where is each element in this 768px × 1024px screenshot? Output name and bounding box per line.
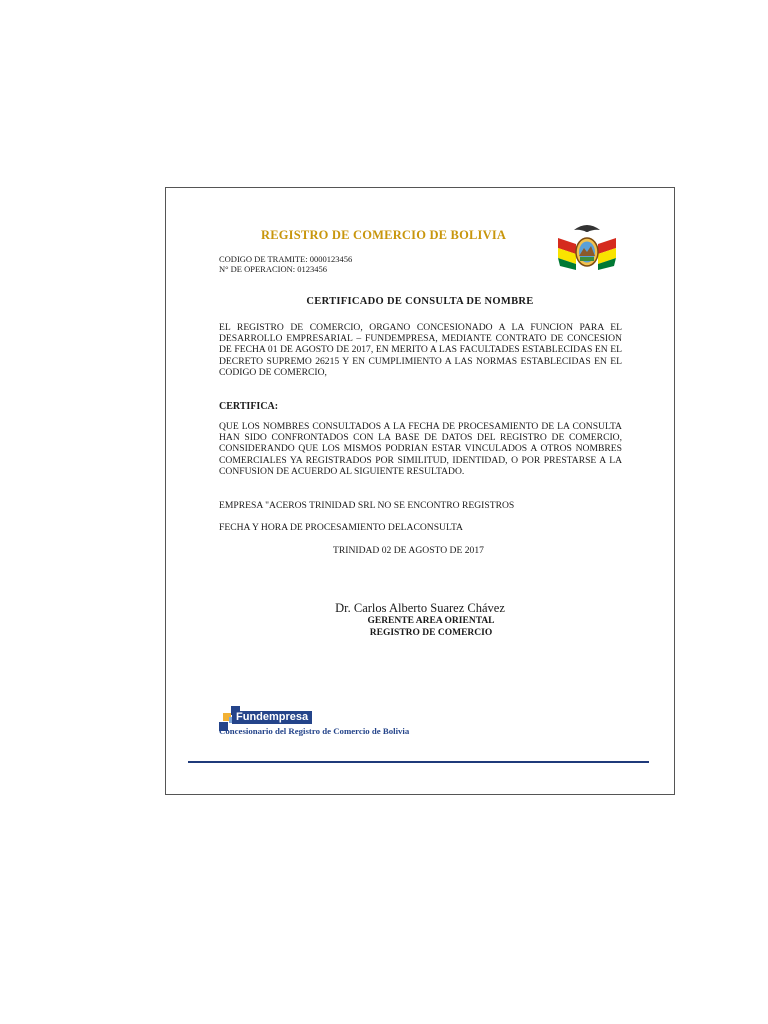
- processing-date-label: FECHA Y HORA DE PROCESAMIENTO DELACONSULTA: [219, 522, 463, 533]
- signer-role: GERENTE AREA ORIENTAL: [367, 616, 495, 626]
- certificate-page: [165, 187, 675, 795]
- signer-name: Dr. Carlos Alberto Suarez Chávez: [335, 601, 505, 615]
- fundempresa-logo-text: Fundempresa: [232, 711, 312, 724]
- bolivia-coat-of-arms-icon: [554, 220, 620, 274]
- body-paragraph: QUE LOS NOMBRES CONSULTADOS A LA FECHA DE PROCESAMIENTO DE LA CONSULTA HAN SIDO CONFRONTADOS CON LA BASE DE DATOS DEL REGISTRO DE COMERCIO, CONSIDERANDO QUE LOS MISMOS PODRIAN ESTAR VINCULADOS A OTROS NOMBRES COMERCIALES YA REGISTRADOS POR SIMILITUD, IDENTIDAD, O POR PRESTARSE A LA CONFUSION DE ACUERDO AL SIGUIENTE RESULTADO.: [219, 421, 622, 477]
- tramite-code: CODIGO DE TRAMITE: 0000123456: [219, 254, 353, 264]
- footer-divider: [188, 761, 649, 763]
- operation-number: N° DE OPERACION: 0123456: [219, 264, 327, 274]
- footer-concessionaire-text: Concesionario del Registro de Comercio de Bolivia: [219, 726, 410, 736]
- place-date: TRINIDAD 02 DE AGOSTO DE 2017: [333, 545, 484, 556]
- certificate-title: CERTIFICADO DE CONSULTA DE NOMBRE: [306, 296, 534, 307]
- signer-organization: REGISTRO DE COMERCIO: [369, 628, 493, 638]
- intro-paragraph: EL REGISTRO DE COMERCIO, ORGANO CONCESIONADO A LA FUNCION PARA EL DESARROLLO EMPRESARIAL – FUNDEMPRESA, MEDIANTE CONTRATO DE CONCESION DE FECHA 01 DE AGOSTO DE 2017, EN MERITO A LAS FACULTADES ESTABLECIDAS EN EL DECRETO SUPREMO 26215 Y EN CUMPLIMIENTO A LAS NORMAS ESTABLECIDAS EN EL CODIGO DE COMERCIO,: [219, 322, 622, 378]
- registry-title: REGISTRO DE COMERCIO DE BOLIVIA: [261, 228, 507, 242]
- company-result: EMPRESA "ACEROS TRINIDAD SRL NO SE ENCONTRO REGISTROS: [219, 500, 515, 511]
- certifica-heading: CERTIFICA:: [219, 401, 279, 412]
